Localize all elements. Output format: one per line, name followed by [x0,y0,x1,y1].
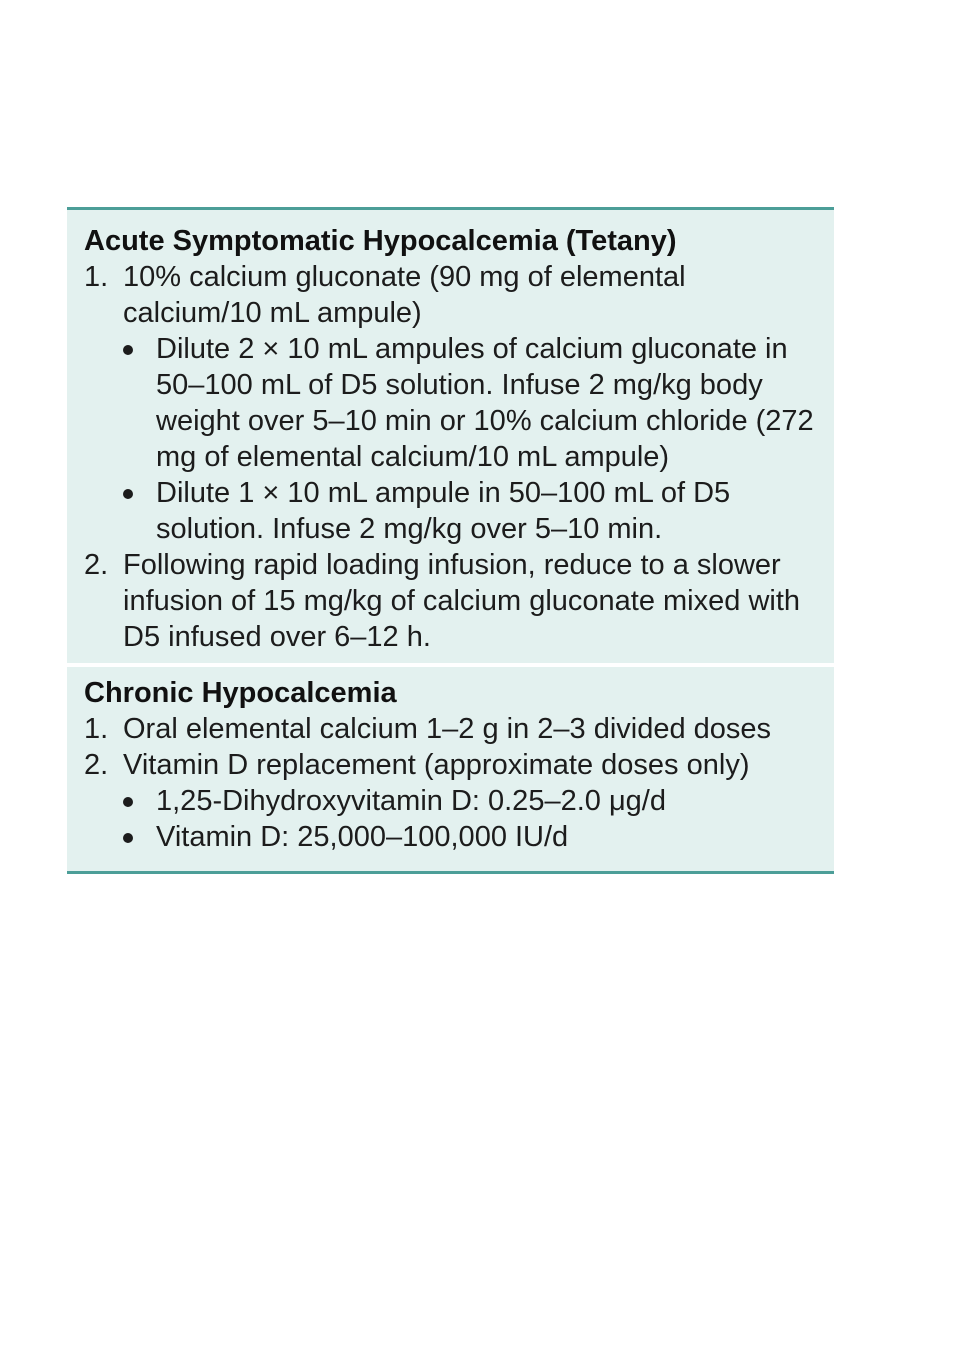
list-item-text: Vitamin D replacement (approximate doses only) [123,749,750,781]
bullet-icon [123,345,133,355]
bullet-text: Dilute 2 × 10 mL ampules of calcium gluconate in 50–100 mL of D5 solution. Infuse 2 mg/kg body weight over 5–10 min or 10% calcium chloride (272 mg of elemental calcium/10 mL ampule) [156,333,814,473]
list-number: 1. [84,713,109,745]
list-number: 2. [84,549,109,581]
acute-list [84,259,816,655]
bullet-icon [123,797,133,807]
list-item-text: 10% calcium gluconate (90 mg of elemental calcium/10 mL ampule) [123,261,686,329]
list-item-text: Following rapid loading infusion, reduce to a slower infusion of 15 mg/kg of calcium gluconate mixed with D5 infused over 6–12 h. [123,549,801,653]
bullet-text: 1,25-Dihydroxyvitamin D: 0.25–2.0 μg/d [156,785,666,817]
list-item [84,259,816,547]
acute-section [67,210,834,663]
bullet-item [123,331,816,475]
acute-heading: Acute Symptomatic Hypocalcemia (Tetany) [84,225,677,257]
chronic-section [67,667,834,871]
bullet-list [123,331,816,547]
bullet-text: Dilute 1 × 10 mL ampule in 50–100 mL of D5 solution. Infuse 2 mg/kg over 5–10 min. [156,477,731,545]
bullet-item [123,819,816,855]
hypocalcemia-treatment-box [67,207,834,874]
list-item [84,711,816,747]
list-number: 2. [84,749,109,781]
list-number: 1. [84,261,109,293]
list-item [84,547,816,655]
list-item-text: Oral elemental calcium 1–2 g in 2–3 divided doses [123,713,772,745]
chronic-list [84,711,816,855]
bullet-list [123,783,816,855]
bullet-icon [123,833,133,843]
list-item [84,747,816,855]
bullet-icon [123,489,133,499]
chronic-heading: Chronic Hypocalcemia [84,677,397,709]
bullet-item [123,783,816,819]
bullet-item [123,475,816,547]
bullet-text: Vitamin D: 25,000–100,000 IU/d [156,821,569,853]
